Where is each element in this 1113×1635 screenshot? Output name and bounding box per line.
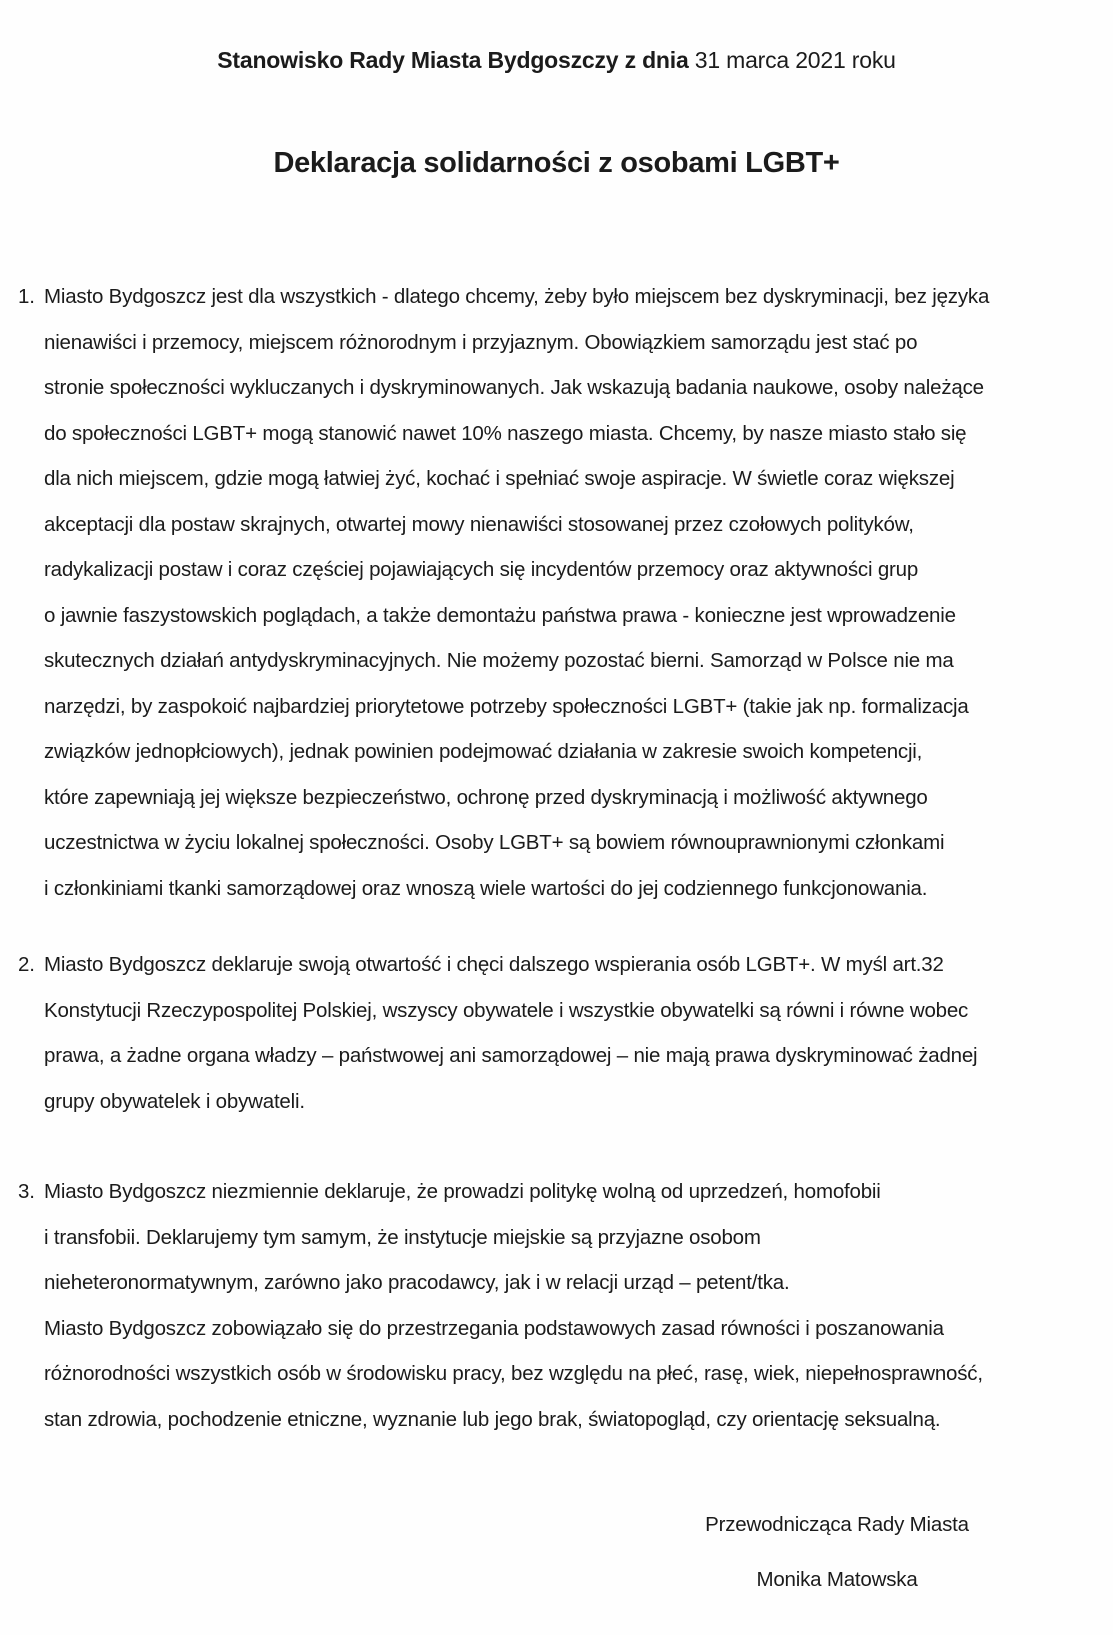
doc-title: Deklaracja solidarności z osobami LGBT+ bbox=[273, 147, 840, 179]
doc-heading bbox=[0, 46, 1113, 74]
item-text: Miasto Bydgoszcz deklaruje swoją otwartość i chęci dalszego wspierania osób LGBT+. W myśl art.32 Konstytucji Rzeczypospolitej Polskiej, wszyscy obywatele i wszystkie obywatelki są równi i równe wobec prawa, a żadne organa władzy – państwowej ani samorządowej – nie mają prawa dyskryminować żadnej grupy obywatelek i obywateli. bbox=[44, 953, 978, 1113]
doc-heading-date: 31 marca 2021 roku bbox=[688, 47, 896, 73]
item-text: Miasto Bydgoszcz jest dla wszystkich - dlatego chcemy, żeby było miejscem bez dyskryminacji, bez języka nienawiści i przemocy, miejscem różnorodnym i przyjaznym. Obowiązkiem samorządu jest stać po stronie społeczności wykluczanych i dyskryminowanych. Jak wskazują badania naukowe, osoby należące do społeczności LGBT+ mogą stanowić nawet 10% naszego miasta. Chcemy, by nasze miasto stało się dla nich miejscem, gdzie mogą łatwiej żyć, kochać i spełniać swoje aspiracje. W świetle coraz większej akceptacji dla postaw skrajnych, otwartej mowy nienawiści stosowanej przez czołowych polityków, radykalizacji postaw i coraz częściej pojawiających się incydentów przemocy oraz aktywności grup o jawnie faszystowskich poglądach, a także demontażu państwa prawa - konieczne jest wprowadzenie skutecznych działań antydyskryminacyjnych. Nie możemy pozostać bierni. Samorząd w Polsce nie ma narzędzi, by zaspokoić najbardziej priorytetowe potrzeby społeczności LGBT+ (takie jak np. formalizacja związków jednopłciowych), jednak powinien podejmować działania w zakresie swoich kompetencji, które zapewniają jej większe bezpieczeństwo, ochronę przed dyskryminacją i możliwość aktywnego uczestnictwa w życiu lokalnej społeczności. Osoby LGBT+ są bowiem równouprawnionymi członkami i członkiniami tkanki samorządowej oraz wnoszą wiele wartości do jej codziennego funkcjonowania. bbox=[44, 285, 990, 900]
declaration-item-3 bbox=[18, 1169, 1093, 1442]
signature-role: Przewodnicząca Rady Miasta bbox=[705, 1513, 969, 1536]
declaration-item-2 bbox=[18, 942, 1093, 1124]
signature-name: Monika Matowska bbox=[756, 1568, 918, 1591]
item-number: 2. bbox=[18, 953, 35, 976]
declaration-item-1 bbox=[18, 274, 1093, 911]
item-number: 3. bbox=[18, 1180, 35, 1203]
item-text: Miasto Bydgoszcz niezmiennie deklaruje, że prowadzi politykę wolną od uprzedzeń, homofobii i transfobii. Deklarujemy tym samym, że instytucje miejskie są przyjazne osobom nieheteronormatywnym, zarówno jako pracodawcy, jak i w relacji urząd – petent/tka. Miasto Bydgoszcz zobowiązało się do przestrzegania podstawowych zasad równości i poszanowania różnorodności wszystkich osób w środowisku pracy, bez względu na płeć, rasę, wiek, niepełnosprawność, stan zdrowia, pochodzenie etniczne, wyznanie lub jego brak, światopogląd, czy orientację seksualną. bbox=[44, 1180, 983, 1431]
item-number: 1. bbox=[18, 285, 35, 308]
doc-heading-bold: Stanowisko Rady Miasta Bydgoszczy z dnia bbox=[217, 47, 689, 73]
signature-block bbox=[660, 1510, 1014, 1595]
declaration-list bbox=[0, 274, 1113, 1442]
